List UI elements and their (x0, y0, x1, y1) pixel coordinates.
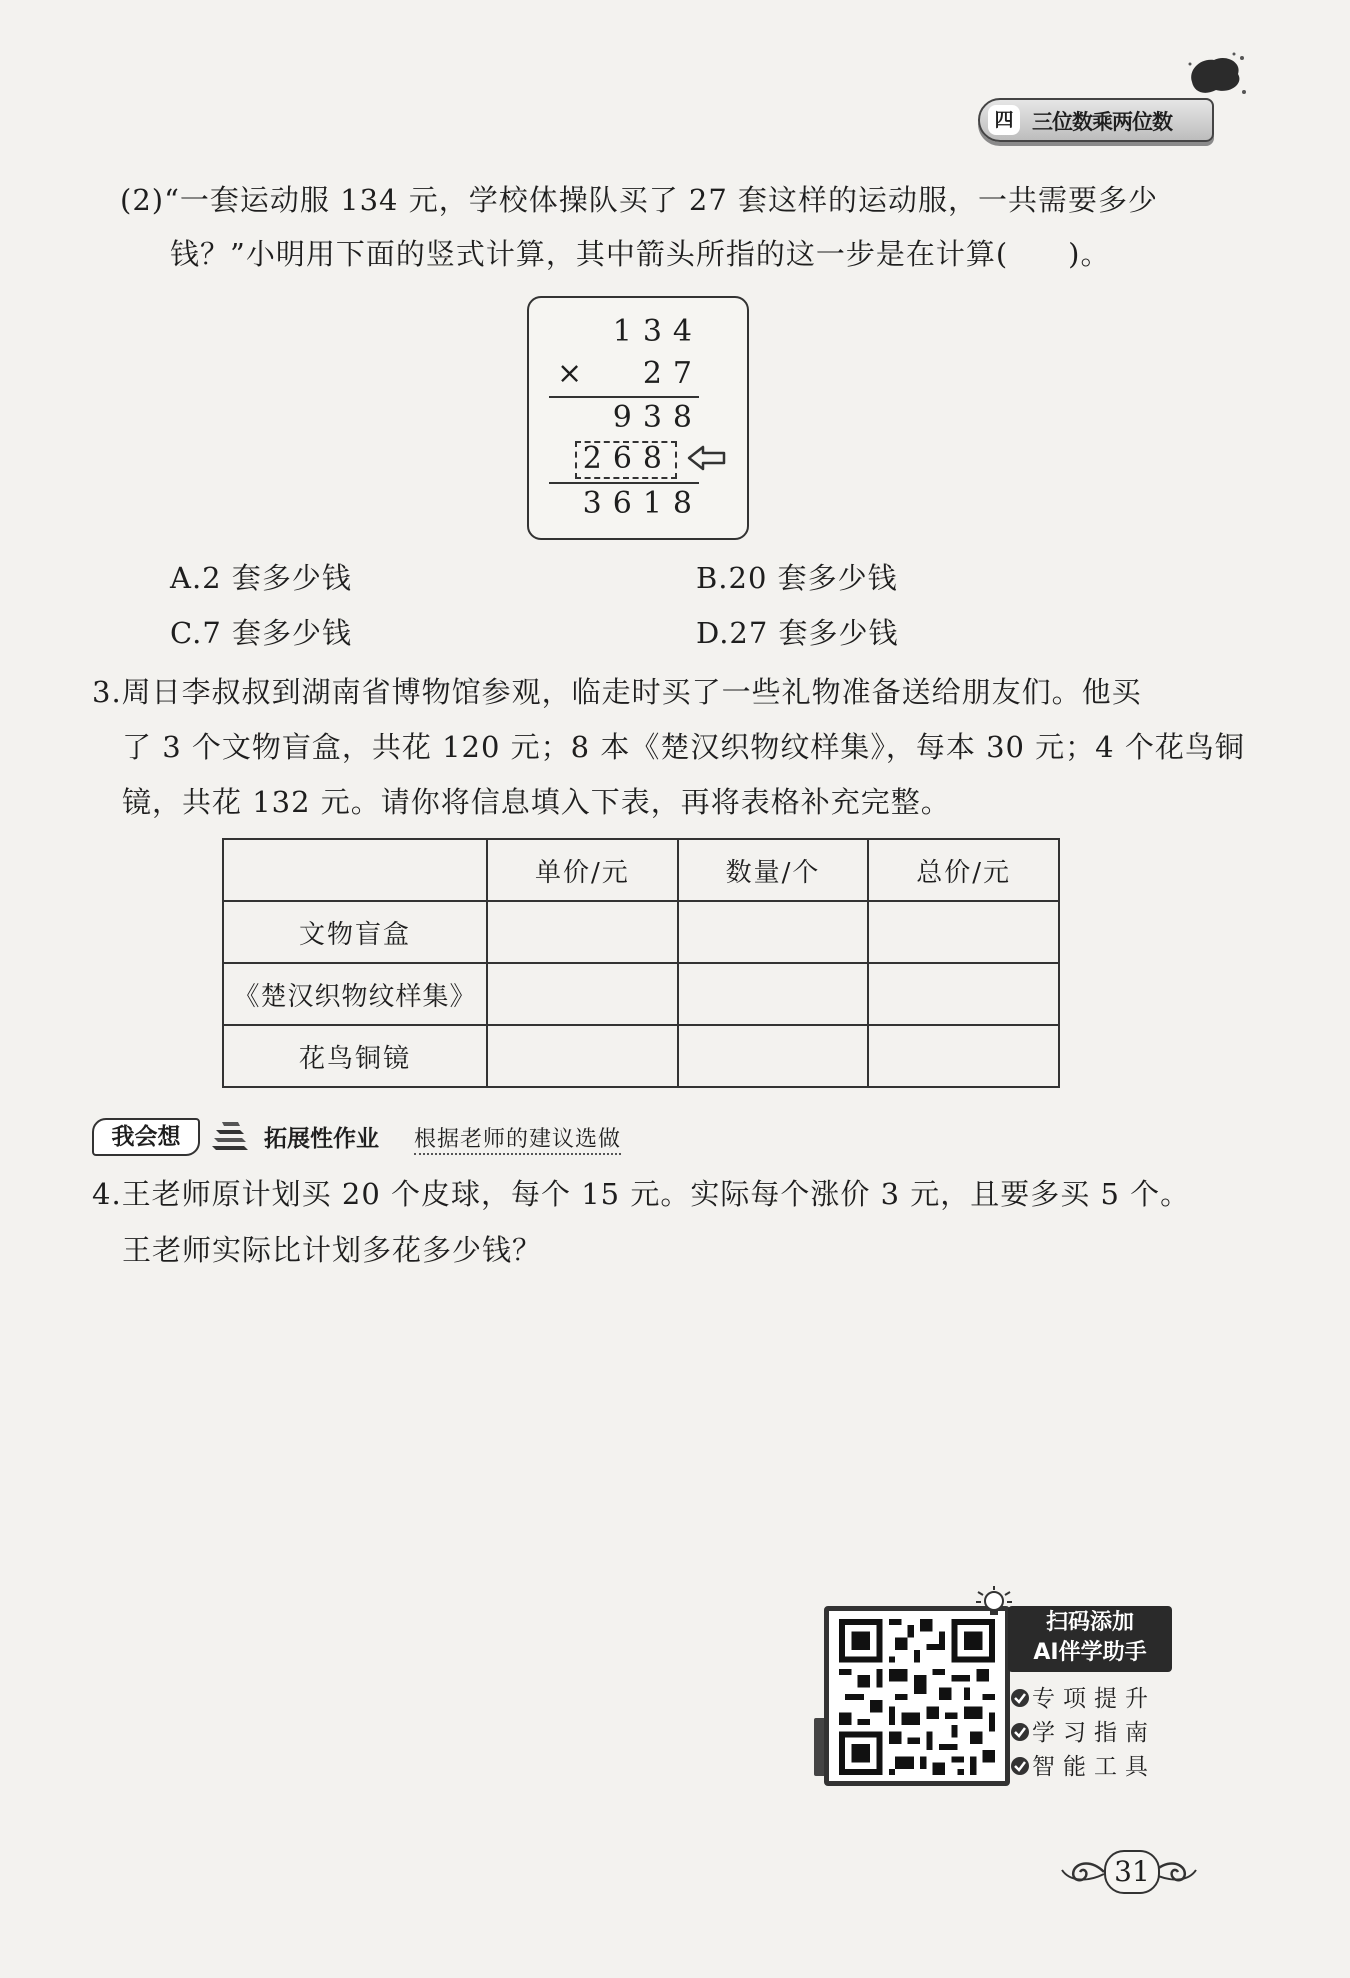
q2-line2-text: 钱？”小明用下面的竖式计算，其中箭头所指的这一步是在计算( (170, 237, 1009, 271)
table-cell-item: 文物盲盒 (223, 901, 487, 963)
q2-line1: (2)“一套运动服 134 元，学校体操队买了 27 套这样的运动服，一共需要多少 (120, 183, 1159, 217)
q4-line2: 王老师实际比计划多花多少钱？ (122, 1233, 543, 1267)
chapter-tab (978, 98, 1214, 142)
feature-label: 专项提升 (1032, 1686, 1156, 1712)
qr-label-line1: 扫码添加 (1045, 1610, 1134, 1635)
qr-frame[interactable] (824, 1606, 1010, 1786)
page-number: 31 (1104, 1850, 1160, 1894)
page-number-ornament (1058, 1846, 1200, 1896)
table-cell-input[interactable] (487, 1025, 678, 1087)
q3-line1: 3.周日李叔叔到湖南省博物馆参观，临走时买了一些礼物准备送给朋友们。他买 (92, 675, 1142, 709)
chapter-title: 三位数乘两位数 (1032, 110, 1172, 134)
ink-splash-icon (1186, 52, 1246, 98)
table-row (223, 1025, 1059, 1087)
feature-label: 智能工具 (1032, 1754, 1156, 1780)
calc-multiplicand: 134 (612, 314, 703, 349)
banner-tag: 我会想 (92, 1118, 200, 1156)
calc-result: 3618 (582, 486, 703, 521)
table-header-unit-price: 单价/元 (487, 839, 678, 901)
q3-line2: 了 3 个文物盲盒，共花 120 元；8 本《楚汉织物纹样集》，每本 30 元；4 个花鸟铜 (122, 730, 1245, 764)
books-icon (208, 1120, 252, 1154)
q4-line1: 4.王老师原计划买 20 个皮球，每个 15 元。实际每个涨价 3 元，且要多买 5 个。 (92, 1177, 1191, 1211)
calc-times-sign: × (557, 356, 583, 391)
vertical-calculation (527, 296, 749, 540)
table-header-blank (223, 839, 487, 901)
calc-partial2: 268 (582, 441, 673, 476)
feature-item (1010, 1680, 1156, 1713)
check-circle-icon (1010, 1722, 1030, 1742)
qr-label-line2: AI伴学助手 (1033, 1640, 1147, 1665)
table-header-row (223, 839, 1059, 901)
table-cell-input[interactable] (487, 963, 678, 1025)
table-cell-input[interactable] (487, 901, 678, 963)
feature-label: 学习指南 (1032, 1720, 1156, 1746)
gift-table (222, 838, 1060, 1088)
table-cell-input[interactable] (678, 963, 869, 1025)
option-c[interactable]: C.7 套多少钱 (170, 616, 353, 650)
qr-code-icon (839, 1619, 995, 1775)
table-cell-input[interactable] (678, 1025, 869, 1087)
banner-title: 拓展性作业 (264, 1126, 379, 1152)
option-a[interactable]: A.2 套多少钱 (170, 561, 352, 595)
feature-item (1010, 1714, 1156, 1747)
table-cell-input[interactable] (678, 901, 869, 963)
check-circle-icon (1010, 1688, 1030, 1708)
table-row (223, 963, 1059, 1025)
option-b[interactable]: B.20 套多少钱 (696, 561, 898, 595)
table-row (223, 901, 1059, 963)
chapter-number: 四 (988, 105, 1020, 135)
left-arrow-icon (687, 444, 727, 472)
banner-note: 根据老师的建议选做 (414, 1122, 621, 1155)
table-header-quantity: 数量/个 (678, 839, 869, 901)
table-header-total: 总价/元 (868, 839, 1059, 901)
q3-line3: 镜，共花 132 元。请你将信息填入下表，再将表格补充完整。 (122, 785, 951, 819)
table-cell-input[interactable] (868, 963, 1059, 1025)
qr-label[interactable] (1008, 1606, 1172, 1672)
table-cell-input[interactable] (868, 1025, 1059, 1087)
calc-line-1 (549, 396, 699, 398)
q2-line2 (170, 234, 1110, 274)
table-cell-item: 《楚汉织物纹样集》 (223, 963, 487, 1025)
table-cell-item: 花鸟铜镜 (223, 1025, 487, 1087)
feature-item (1010, 1748, 1156, 1781)
option-d[interactable]: D.27 套多少钱 (696, 616, 899, 650)
calc-line-2 (549, 482, 699, 484)
check-circle-icon (1010, 1756, 1030, 1776)
q2-line2-end: )。 (1068, 237, 1111, 271)
calc-partial1: 938 (612, 400, 703, 435)
table-cell-input[interactable] (868, 901, 1059, 963)
calc-multiplier: 27 (642, 356, 703, 391)
